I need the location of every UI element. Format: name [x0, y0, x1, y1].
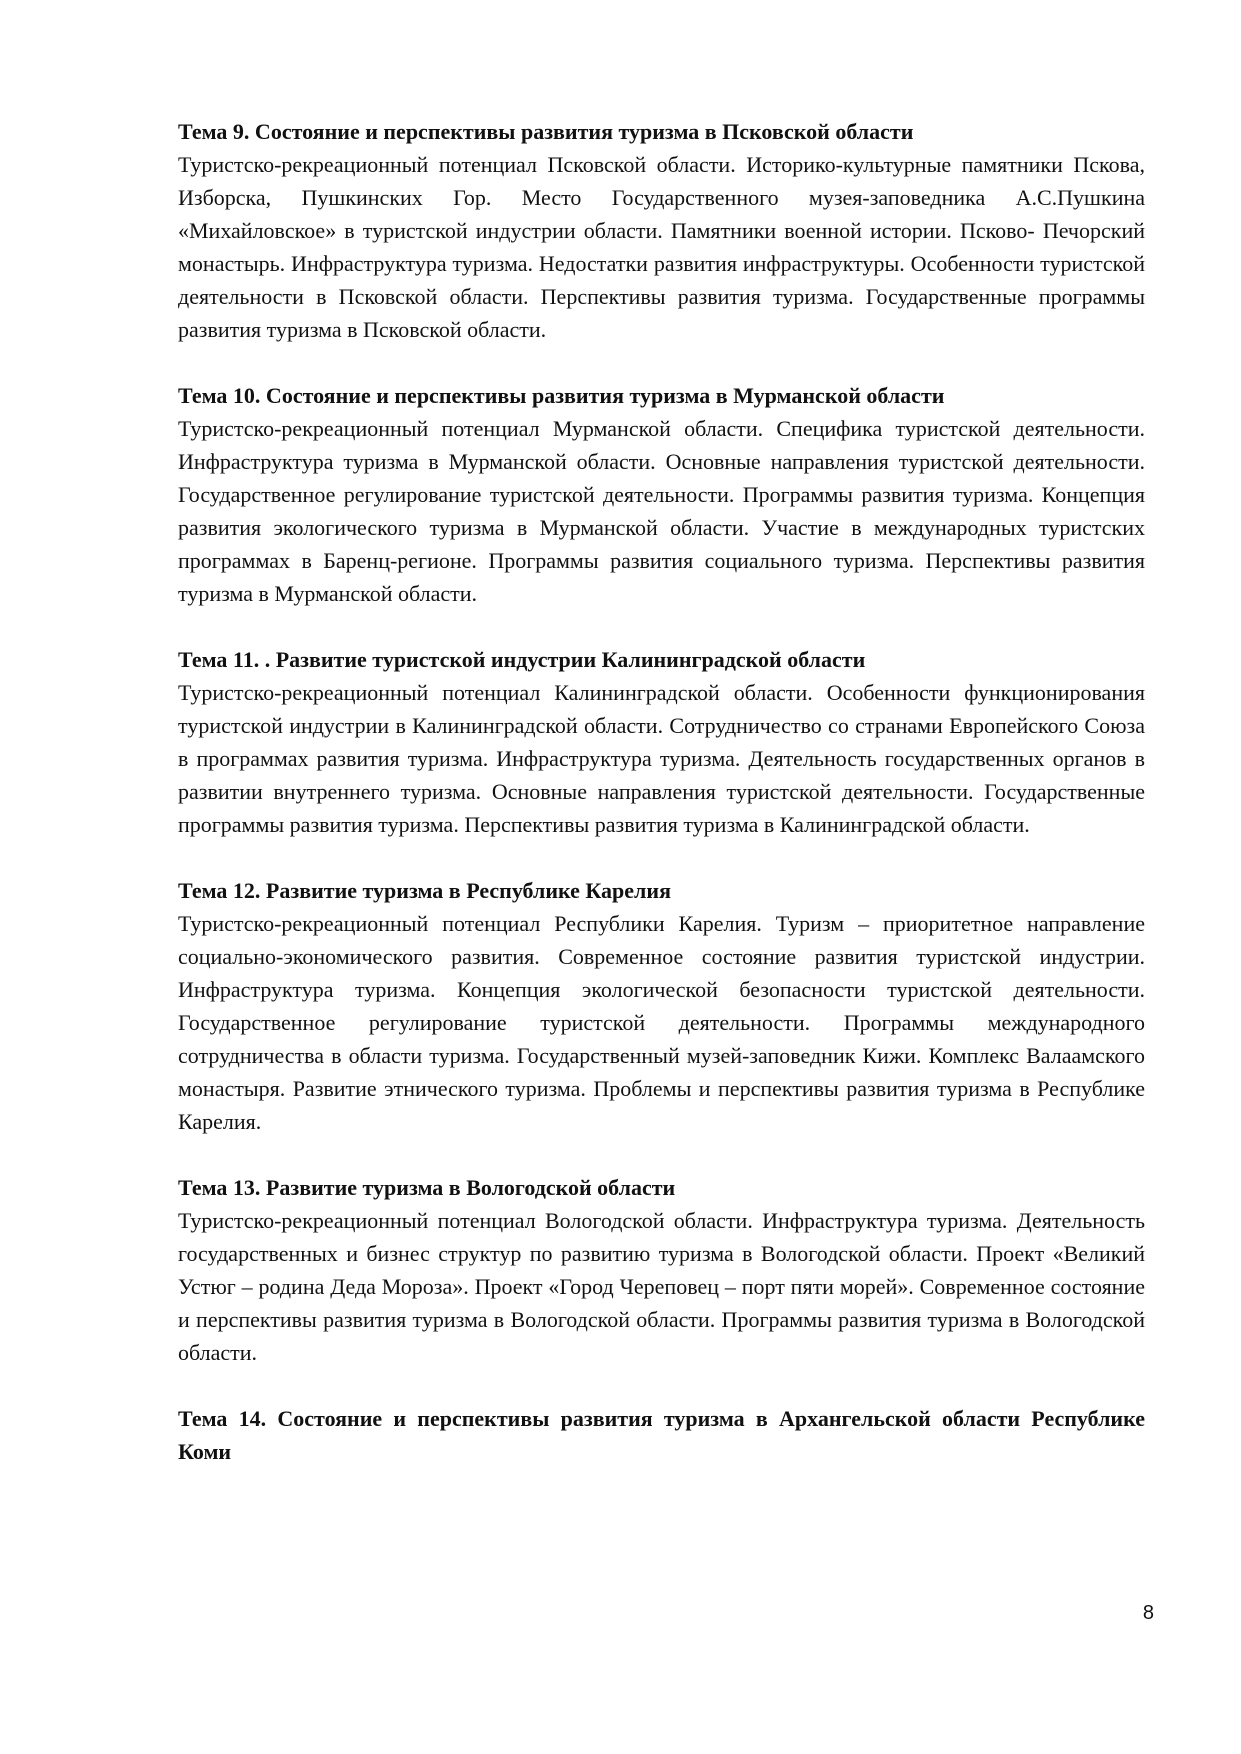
topic-10	[178, 379, 1145, 610]
topic-title: Тема 10. Состояние и перспективы развития туризма в Мурманской области	[178, 383, 945, 408]
topic-body: Туристско-рекреационный потенциал Вологодской области. Инфраструктура туризма. Деятельность государственных и бизнес структур по развитию туризма в Вологодской области. Проект «Великий Устюг – родина Деда Мороза». Проект «Город Череповец – порт пяти морей». Современное состояние и перспективы развития туризма в Вологодской области. Программы развития туризма в Вологодской области.	[178, 1208, 1145, 1365]
topic-body: Туристско-рекреационный потенциал Псковской области. Историко-культурные памятники Пскова, Изборска, Пушкинских Гор. Место Государственного музея-заповедника А.С.Пушкина «Михайловское» в туристской индустрии области. Памятники военной истории. Псково- Печорский монастырь. Инфраструктура туризма. Недостатки развития инфраструктуры. Особенности туристской деятельности в Псковской области. Перспективы развития туризма. Государственные программы развития туризма в Псковской области.	[178, 152, 1145, 342]
topic-title: Тема 13. Развитие туризма в Вологодской области	[178, 1175, 676, 1200]
topic-title: Тема 9. Состояние и перспективы развития туризма в Псковской области	[178, 119, 914, 144]
topic-body: Туристско-рекреационный потенциал Калининградской области. Особенности функционирования туристской индустрии в Калининградской области. Сотрудничество со странами Европейского Союза в программах развития туризма. Инфраструктура туризма. Деятельность государственных органов в развитии внутреннего туризма. Основные направления туристской деятельности. Государственные программы развития туризма. Перспективы развития туризма в Калининградской области.	[178, 680, 1145, 837]
document-page	[178, 115, 1145, 1501]
topic-title: Тема 14. Состояние и перспективы развития туризма в Архангельской области Республике Коми	[178, 1406, 1145, 1464]
topic-body: Туристско-рекреационный потенциал Республики Карелия. Туризм – приоритетное направление социально-экономического развития. Современное состояние развития туристской индустрии. Инфраструктура туризма. Концепция экологической безопасности туристской деятельности. Государственное регулирование туристской деятельности. Программы международного сотрудничества в области туризма. Государственный музей-заповедник Кижи. Комплекс Валаамского монастыря. Развитие этнического туризма. Проблемы и перспективы развития туризма в Республике Карелия.	[178, 911, 1145, 1134]
page-number: 8	[1142, 1602, 1154, 1624]
topic-body: Туристско-рекреационный потенциал Мурманской области. Специфика туристской деятельности. Инфраструктура туризма в Мурманской области. Основные направления туристской деятельности. Государственное регулирование туристской деятельности. Программы развития туризма. Концепция развития экологического туризма в Мурманской области. Участие в международных туристских программах в Баренц-регионе. Программы развития социального туризма. Перспективы развития туризма в Мурманской области.	[178, 416, 1145, 606]
topic-title: Тема 11. . Развитие туристской индустрии Калининградской области	[178, 647, 866, 672]
topic-9	[178, 115, 1145, 346]
topic-title: Тема 12. Развитие туризма в Республике Карелия	[178, 878, 671, 903]
topic-13	[178, 1171, 1145, 1369]
topic-12	[178, 874, 1145, 1138]
topic-11	[178, 643, 1145, 841]
topic-14	[178, 1402, 1145, 1468]
